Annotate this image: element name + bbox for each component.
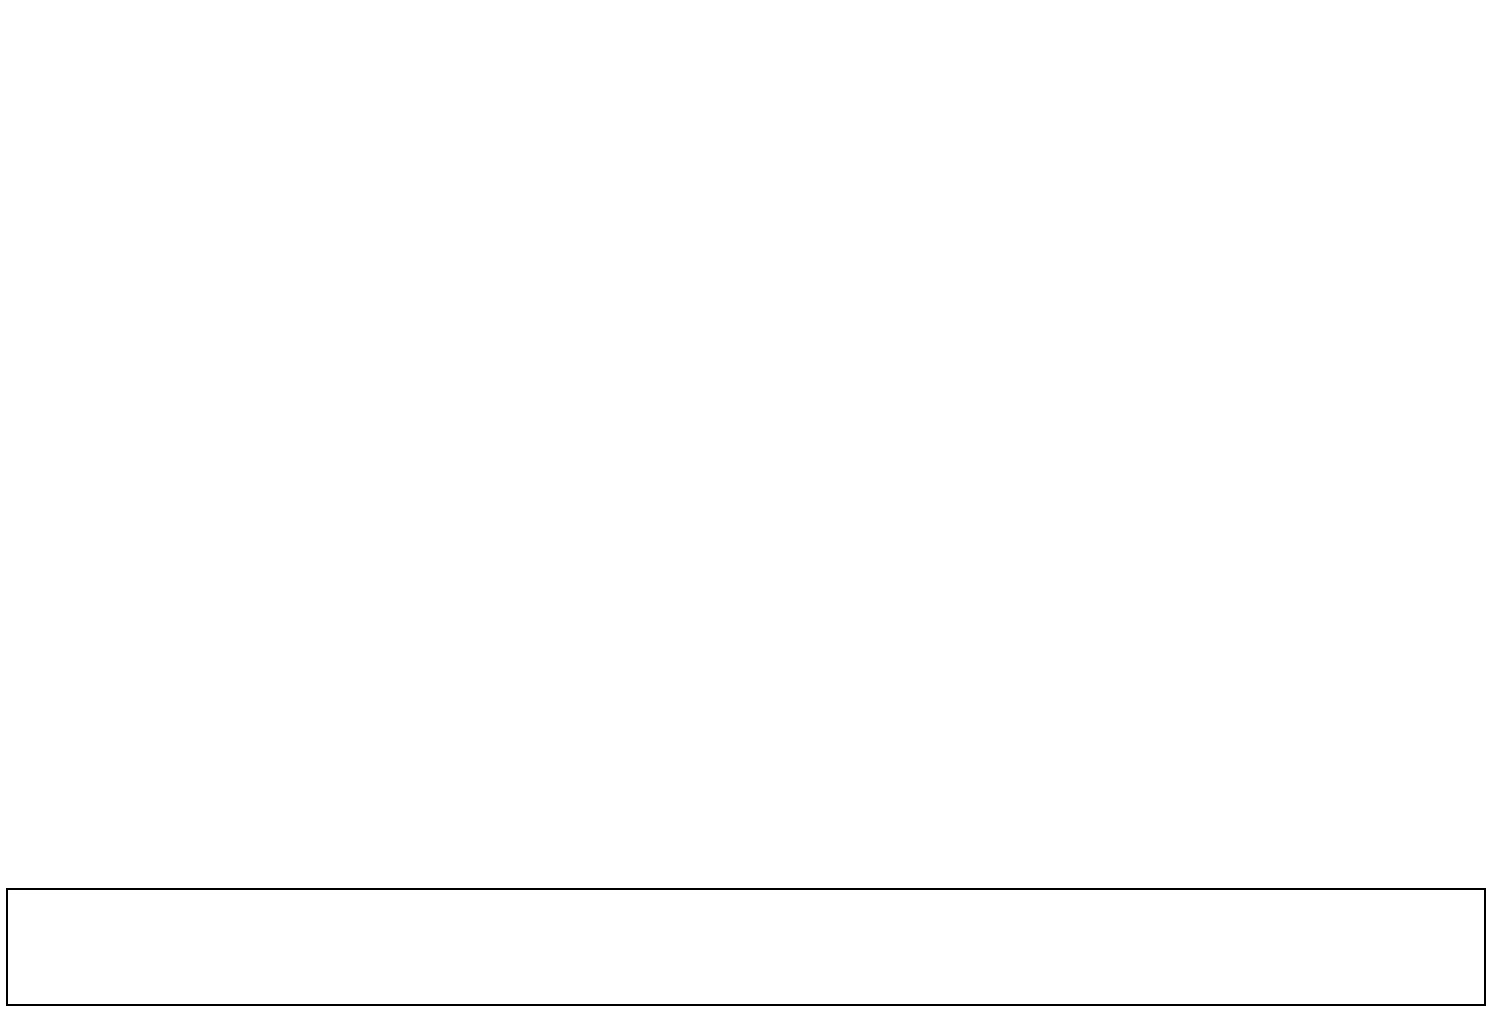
title-block [6, 888, 1486, 1006]
